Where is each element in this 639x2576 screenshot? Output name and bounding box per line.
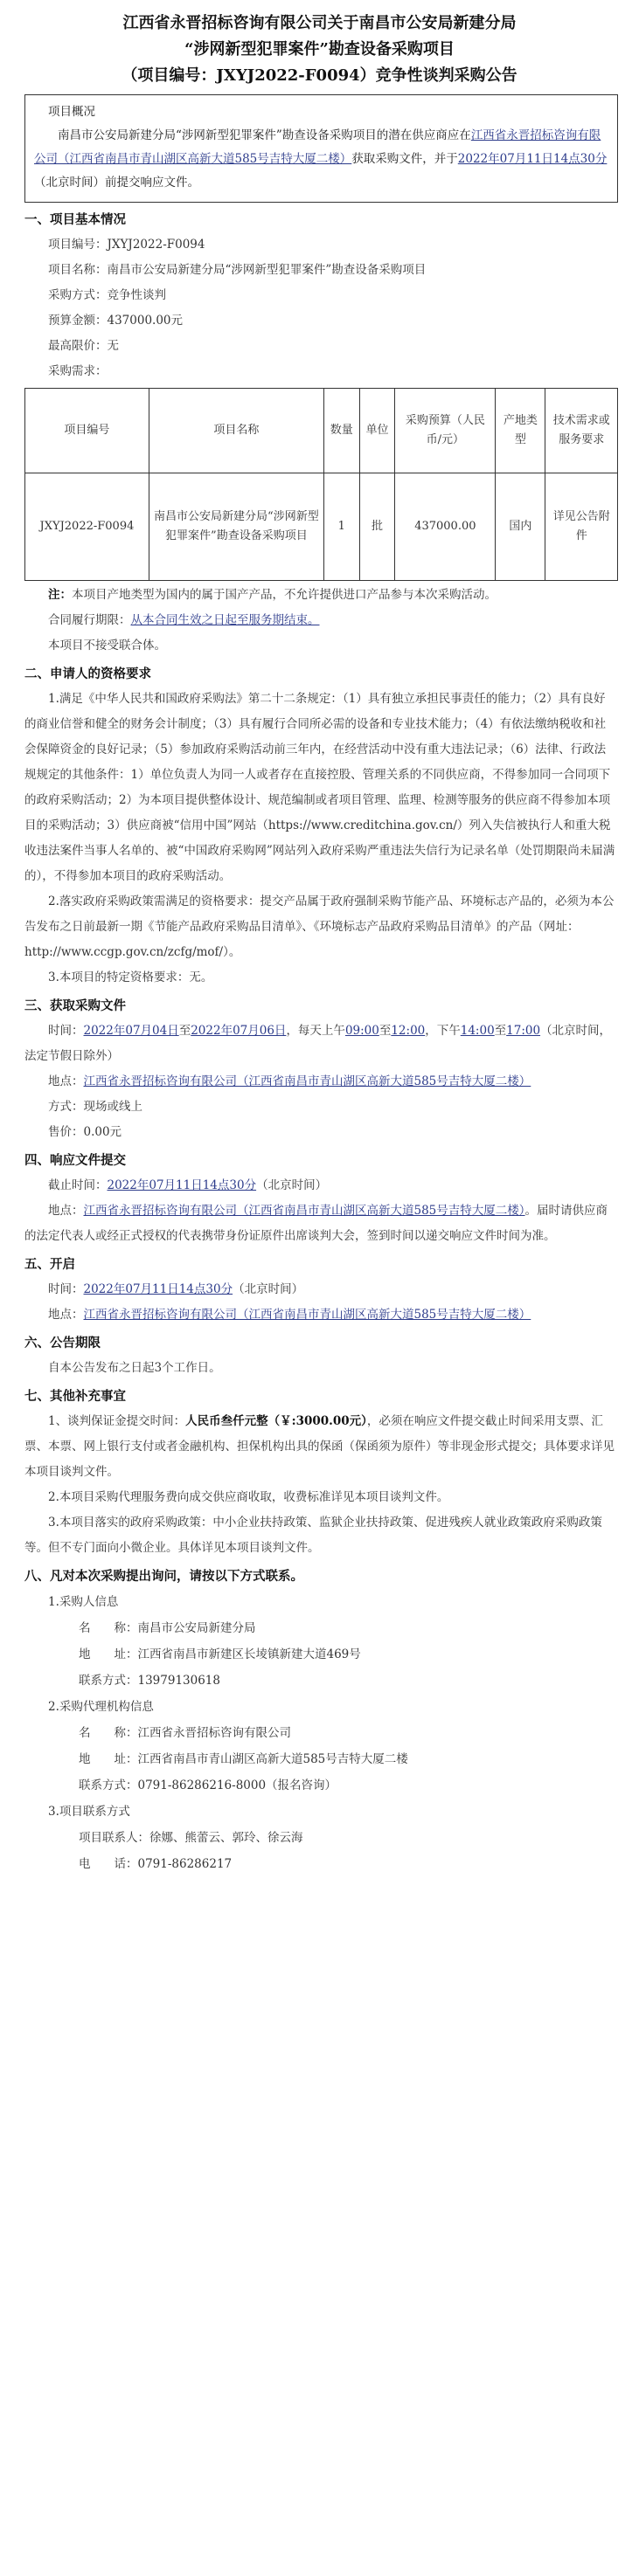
opening-place-link[interactable]: 江西省永晋招标咨询有限公司（江西省南昌市青山湖区高新大道585号吉特大厦二楼） bbox=[83, 1308, 531, 1322]
obtain-place-label: 地点： bbox=[48, 1074, 84, 1088]
opening-place bbox=[24, 1302, 616, 1328]
table-cell: 批 bbox=[359, 473, 395, 581]
budget-amount: 预算金额：437000.00元 bbox=[48, 314, 184, 328]
overview-text-c: （北京时间）前提交响应文件。 bbox=[34, 176, 199, 190]
project-code: 项目编号：JXYJ2022-F0094 bbox=[48, 238, 205, 252]
overview-deadline: 2022年07月11日14点30分 bbox=[457, 152, 608, 166]
submit-place bbox=[24, 1198, 616, 1249]
deposit-label: 1、谈判保证金提交时间： bbox=[48, 1414, 186, 1428]
obtain-time-label: 时间： bbox=[48, 1024, 84, 1038]
obtain-note: （北京时间，法定节假日除外） bbox=[24, 1024, 612, 1063]
opening-time-value: 2022年07月11日14点30分 bbox=[83, 1282, 233, 1296]
project-contacts: 项目联系人：徐娜、熊蕾云、郭玲、徐云海 bbox=[79, 1831, 303, 1845]
qualification-1: 1.满足《中华人民共和国政府采购法》第二十二条规定：（1）具有独立承担民事责任的能力；（2）具有良好的商业信誉和健全的财务会计制度；（3）具有履行合同所必需的设备和专业技术能力；（4）有依法缴纳税收和社会保障资金的良好记录；（5）参加政府采购活动前三年内，在经营活动中没有重大违法记录；（6）法律、行政法规规定的其他条件：1）单位负责人为同一人或者存在直接控股、管理关系的不同供应商，不得参加同一合同项下的政府采购活动；2）为本项目提供整体设计、规范编制或者项目管理、监理、检测等服务的供应商不得参加本项目的采购活动；3）供应商被“信用中国”网站（https://www.creditchina.gov.cn/）列入失信被执行人和重大税收违法案件当事人名单的、被“中国政府采购网”网站列入政府采购严重违法失信行为记录名单（处罚期限尚未届满的），不得参加本项目的政府采购活动。 bbox=[24, 692, 615, 883]
table-header-cell: 项目名称 bbox=[149, 389, 323, 473]
opening-time-label: 时间： bbox=[48, 1282, 84, 1296]
obtain-am: ，每天上午 bbox=[286, 1024, 345, 1038]
obtain-pm-start: 14:00 bbox=[460, 1024, 495, 1038]
obtain-am-end: 12:00 bbox=[391, 1024, 426, 1038]
title-line-1: 江西省永晋招标咨询有限公司关于南昌市公安局新建分局 bbox=[122, 14, 517, 32]
table-cell: JXYJ2022-F0094 bbox=[25, 473, 149, 581]
table-cell: 437000.00 bbox=[395, 473, 496, 581]
project-name: 项目名称：南昌市公安局新建分局“涉网新型犯罪案件”勘查设备采购项目 bbox=[48, 263, 427, 277]
submit-place-note: 。届时请供应商的法定代表人或经正式授权的代表携带身份证原件出席谈判大会，签到时间以递交响应文件时间为准。 bbox=[24, 1204, 608, 1243]
section-2-heading: 二、申请人的资格要求 bbox=[24, 666, 151, 681]
submit-deadline-note: （北京时间） bbox=[256, 1178, 328, 1192]
opening-time bbox=[24, 1277, 616, 1302]
title-block bbox=[0, 0, 639, 89]
obtain-mode: 方式：现场或线上 bbox=[48, 1100, 142, 1114]
agency-address: 地 址：江西省南昌市青山湖区高新大道585号吉特大厦二楼 bbox=[79, 1752, 408, 1766]
obtain-start-date: 2022年07月04日 bbox=[83, 1024, 179, 1038]
max-price: 最高限价：无 bbox=[48, 339, 119, 353]
qualification-3: 3.本项目的特定资格要求：无。 bbox=[48, 970, 213, 984]
origin-note bbox=[24, 583, 616, 608]
overview-heading: 项目概况 bbox=[48, 105, 95, 119]
obtain-pm: ，下午 bbox=[425, 1024, 461, 1038]
procurement-needs: 采购需求： bbox=[48, 364, 108, 378]
table-header-cell: 技术需求或服务要求 bbox=[545, 389, 618, 473]
table-header-cell: 采购预算（人民币/元） bbox=[395, 389, 496, 473]
overview-text-a: 南昌市公安局新建分局“涉网新型犯罪案件”勘查设备采购项目的潜在供应商应在 bbox=[58, 128, 471, 142]
table-header-cell: 数量 bbox=[323, 389, 359, 473]
announcement-period: 自本公告发布之日起3个工作日。 bbox=[48, 1361, 221, 1375]
purchaser-name: 名 称：南昌市公安局新建分局 bbox=[79, 1621, 256, 1635]
submit-place-label: 地点： bbox=[48, 1204, 84, 1218]
consortium-note: 本项目不接受联合体。 bbox=[48, 639, 166, 653]
contract-period-label: 合同履行期限： bbox=[48, 613, 131, 627]
project-table bbox=[24, 388, 618, 581]
table-header-cell: 产地类型 bbox=[496, 389, 545, 473]
purchaser-heading: 1.采购人信息 bbox=[48, 1595, 119, 1609]
submit-deadline-label: 截止时间： bbox=[48, 1178, 108, 1192]
procurement-method: 采购方式：竞争性谈判 bbox=[48, 288, 166, 302]
table-header-row bbox=[25, 389, 618, 473]
table-cell: 1 bbox=[323, 473, 359, 581]
overview-address-link[interactable]: 江西省永晋招标咨询有限公司（江西省南昌市青山湖区高新大道585号吉特大厦二楼） bbox=[34, 128, 601, 166]
obtain-to-3: 至 bbox=[494, 1024, 507, 1038]
obtain-place bbox=[24, 1069, 616, 1095]
contract-period-value: 从本合同生效之日起至服务期结束。 bbox=[130, 613, 320, 627]
agency-phone: 联系方式：0791-86286216-8000（报名咨询） bbox=[79, 1778, 337, 1792]
deposit-text: ，必须在响应文件提交截止时间采用支票、汇票、本票、网上银行支付或者金融机构、担保机构出具的保函（保函须为原件）等非现金形式提交；具体要求详见本项目谈判文件。 bbox=[24, 1414, 615, 1479]
section-8-heading: 八、凡对本次采购提出询问，请按以下方式联系。 bbox=[24, 1569, 303, 1584]
project-phone: 电 话：0791-86286217 bbox=[79, 1857, 233, 1871]
qualification-2: 2.落实政府采购政策需满足的资格要求：提交产品属于政府强制采购节能产品、环境标志产品的，必须为本公告发布之日前最新一期《节能产品政府采购品目清单》、《环境标志产品政府采购品目清单》的产品（网址：http://www.ccgp.gov.cn/zcfg/mof/）。 bbox=[24, 894, 615, 959]
table-header-cell: 项目编号 bbox=[25, 389, 149, 473]
title-line-2: “涉网新型犯罪案件”勘查设备采购项目 bbox=[184, 40, 455, 59]
obtain-end-date: 2022年07月06日 bbox=[191, 1024, 287, 1038]
contract-period bbox=[24, 608, 616, 633]
table-row bbox=[25, 473, 618, 581]
overview-text bbox=[34, 124, 608, 195]
agency-heading: 2.采购代理机构信息 bbox=[48, 1700, 154, 1714]
section-5-heading: 五、开启 bbox=[24, 1257, 75, 1272]
obtain-to-2: 至 bbox=[379, 1024, 392, 1038]
obtain-pm-end: 17:00 bbox=[506, 1024, 541, 1038]
deposit-info bbox=[24, 1409, 616, 1485]
submit-deadline-value: 2022年07月11日14点30分 bbox=[107, 1178, 257, 1192]
table-cell: 详见公告附件 bbox=[545, 473, 618, 581]
note-text: 本项目产地类型为国内的属于国产产品，不允许提供进口产品参与本次采购活动。 bbox=[72, 588, 497, 602]
submit-place-link[interactable]: 江西省永晋招标咨询有限公司（江西省南昌市青山湖区高新大道585号吉特大厦二楼） bbox=[83, 1204, 525, 1218]
section-1-heading: 一、项目基本情况 bbox=[24, 212, 126, 227]
table-cell: 南昌市公安局新建分局“涉网新型犯罪案件”勘查设备采购项目 bbox=[149, 473, 323, 581]
agency-fee: 2.本项目采购代理服务费向成交供应商收取，收费标准详见本项目谈判文件。 bbox=[48, 1490, 449, 1504]
opening-place-label: 地点： bbox=[48, 1308, 84, 1322]
section-7-heading: 七、其他补充事宜 bbox=[24, 1389, 126, 1404]
purchaser-address: 地 址：江西省南昌市新建区长堎镇新建大道469号 bbox=[79, 1647, 361, 1661]
obtain-to: 至 bbox=[178, 1024, 191, 1038]
obtain-price: 售价：0.00元 bbox=[48, 1125, 122, 1139]
agency-name: 名 称：江西省永晋招标咨询有限公司 bbox=[79, 1726, 291, 1740]
obtain-time bbox=[24, 1019, 616, 1069]
policy-info: 3.本项目落实的政府采购政策：中小企业扶持政策、监狱企业扶持政策、促进残疾人就业政策政府采购政策等。但不专门面向小微企业。具体详见本项目谈判文件。 bbox=[24, 1516, 602, 1555]
section-4-heading: 四、响应文件提交 bbox=[24, 1153, 126, 1168]
project-contact-heading: 3.项目联系方式 bbox=[48, 1805, 130, 1819]
table-cell: 国内 bbox=[496, 473, 545, 581]
overview-box bbox=[24, 94, 618, 203]
title-line-3: （项目编号：JXYJ2022-F0094）竞争性谈判采购公告 bbox=[122, 66, 517, 85]
obtain-am-start: 09:00 bbox=[344, 1024, 379, 1038]
table-header-cell: 单位 bbox=[359, 389, 395, 473]
section-3-heading: 三、获取采购文件 bbox=[24, 998, 126, 1013]
submit-deadline bbox=[24, 1173, 616, 1198]
section-6-heading: 六、公告期限 bbox=[24, 1336, 101, 1350]
purchaser-phone: 联系方式：13979130618 bbox=[79, 1674, 220, 1688]
deposit-amount: 人民币叁仟元整（￥:3000.00元） bbox=[185, 1414, 367, 1428]
note-label: 注： bbox=[48, 588, 72, 602]
obtain-place-link[interactable]: 江西省永晋招标咨询有限公司（江西省南昌市青山湖区高新大道585号吉特大厦二楼） bbox=[83, 1074, 531, 1088]
opening-time-note: （北京时间） bbox=[233, 1282, 304, 1296]
overview-text-b: 获取采购文件，并于 bbox=[351, 152, 458, 166]
